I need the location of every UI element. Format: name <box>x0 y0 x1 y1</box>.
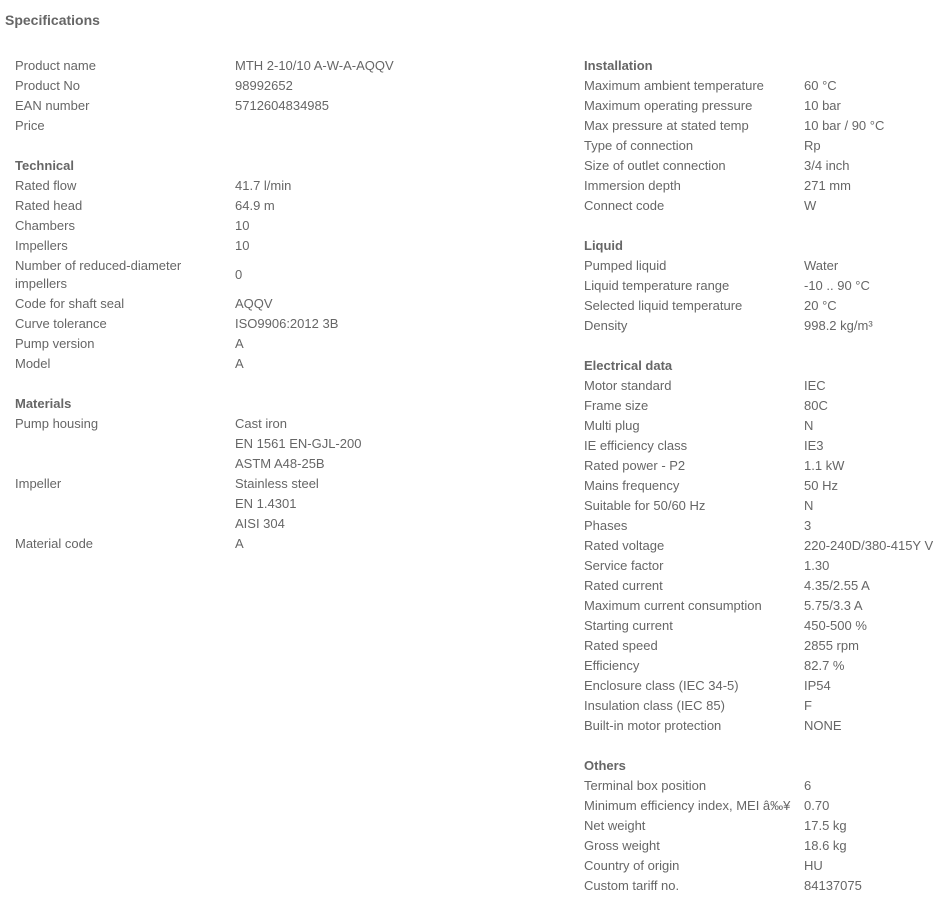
spec-label: Mains frequency <box>584 478 680 493</box>
spec-label: Pump housing <box>15 416 99 431</box>
section-title: Liquid <box>584 238 623 253</box>
spec-label: Max pressure at stated temp <box>584 118 749 133</box>
spec-row-immersion-depth <box>584 176 939 196</box>
section-others <box>584 756 939 896</box>
spec-value: 84137075 <box>804 878 862 893</box>
spec-row-net-weight <box>584 816 939 836</box>
spec-value: 10 bar <box>804 98 841 113</box>
spec-row-pumped-liquid <box>584 256 939 276</box>
spec-value-list <box>235 414 361 474</box>
spec-value: 2855 rpm <box>804 638 859 653</box>
spec-row-max-pressure-at-stated-temp <box>584 116 939 136</box>
spec-value: 6 <box>804 778 812 793</box>
spec-value: F <box>804 698 812 713</box>
spec-label: Minimum efficiency index, MEI â‰¥ <box>584 798 791 813</box>
spec-label: Net weight <box>584 818 646 833</box>
spec-value: W <box>804 198 817 213</box>
spec-label: Product No <box>15 78 81 93</box>
section-general <box>15 56 555 136</box>
spec-value: A <box>235 336 244 351</box>
spec-value: N <box>804 498 814 513</box>
spec-row-liquid-temperature-range <box>584 276 939 296</box>
spec-label: Efficiency <box>584 658 640 673</box>
spec-label: Gross weight <box>584 838 660 853</box>
section-liquid <box>584 236 939 336</box>
spec-value: Water <box>804 258 839 273</box>
spec-row-multi-plug <box>584 416 939 436</box>
spec-value: 82.7 % <box>804 658 845 673</box>
spec-row-size-of-outlet-connection <box>584 156 939 176</box>
spec-label: Material code <box>15 536 94 551</box>
spec-label: Built-in motor protection <box>584 718 722 733</box>
spec-value: Stainless steel <box>235 476 319 491</box>
spec-row-code-for-shaft-seal <box>15 294 555 314</box>
spec-value: 10 bar / 90 °C <box>804 118 885 133</box>
page-title: Specifications <box>5 12 100 28</box>
spec-value: 0.70 <box>804 798 830 813</box>
spec-value: ISO9906:2012 3B <box>235 316 339 331</box>
spec-value: NONE <box>804 718 842 733</box>
spec-label: Rated head <box>15 198 83 213</box>
spec-label: Impeller <box>15 476 62 491</box>
spec-label: Country of origin <box>584 858 680 873</box>
spec-value: 5712604834985 <box>235 98 329 113</box>
spec-label: Connect code <box>584 198 665 213</box>
spec-label: Number of reduced-diameter impellers <box>15 258 182 291</box>
spec-label: Curve tolerance <box>15 316 107 331</box>
spec-row-ie-efficiency-class <box>584 436 939 456</box>
spec-row-chambers <box>15 216 555 236</box>
spec-label: Density <box>584 318 628 333</box>
spec-label: EAN number <box>15 98 90 113</box>
spec-value: 998.2 kg/m³ <box>804 318 873 333</box>
section-title: Electrical data <box>584 358 673 373</box>
section-title: Technical <box>15 158 75 173</box>
spec-value: 4.35/2.55 A <box>804 578 870 593</box>
spec-row-enclosure-class-iec-34-5 <box>584 676 939 696</box>
spec-value: 1.30 <box>804 558 830 573</box>
spec-row-density <box>584 316 939 336</box>
section-electrical-data <box>584 356 939 736</box>
spec-value: 0 <box>235 267 243 282</box>
spec-value: 3 <box>804 518 812 533</box>
spec-label: Code for shaft seal <box>15 296 125 311</box>
spec-value: AISI 304 <box>235 516 285 531</box>
spec-label: Enclosure class (IEC 34-5) <box>584 678 739 693</box>
spec-label: Liquid temperature range <box>584 278 730 293</box>
spec-row-minimum-efficiency-index-mei <box>584 796 939 816</box>
spec-row-selected-liquid-temperature <box>584 296 939 316</box>
spec-value: EN 1561 EN-GJL-200 <box>235 436 362 451</box>
spec-row-efficiency <box>584 656 939 676</box>
spec-label: Custom tariff no. <box>584 878 680 893</box>
spec-label: Product name <box>15 58 96 73</box>
spec-value: HU <box>804 858 823 873</box>
spec-row-material-code <box>15 534 555 554</box>
spec-row-custom-tariff-no <box>584 876 939 896</box>
spec-value: IE3 <box>804 438 824 453</box>
section-technical <box>15 156 555 374</box>
spec-label: Motor standard <box>584 378 672 393</box>
spec-row-product-no <box>15 76 555 96</box>
spec-label: Frame size <box>584 398 649 413</box>
spec-row-impellers <box>15 236 555 256</box>
spec-value: 5.75/3.3 A <box>804 598 863 613</box>
spec-label: Service factor <box>584 558 664 573</box>
spec-label: Rated current <box>584 578 663 593</box>
spec-value: 17.5 kg <box>804 818 847 833</box>
spec-value: 41.7 l/min <box>235 178 292 193</box>
spec-row-maximum-operating-pressure <box>584 96 939 116</box>
spec-row-model <box>15 354 555 374</box>
spec-value: 3/4 inch <box>804 158 850 173</box>
spec-label: Rated speed <box>584 638 658 653</box>
spec-row-curve-tolerance <box>15 314 555 334</box>
spec-value: 64.9 m <box>235 198 275 213</box>
spec-label: Suitable for 50/60 Hz <box>584 498 706 513</box>
spec-row-pump-version <box>15 334 555 354</box>
spec-row-frame-size <box>584 396 939 416</box>
spec-label: Multi plug <box>584 418 640 433</box>
spec-value: AQQV <box>235 296 273 311</box>
spec-value: 60 °C <box>804 78 837 93</box>
spec-label: Chambers <box>15 218 75 233</box>
spec-value: N <box>804 418 814 433</box>
spec-value: ASTM A48-25B <box>235 456 325 471</box>
spec-label: Maximum ambient temperature <box>584 78 764 93</box>
spec-label: Price <box>15 118 45 133</box>
spec-value: Cast iron <box>235 416 288 431</box>
spec-row-number-of-reduced-diameter-impellers <box>15 256 555 294</box>
spec-label: Rated flow <box>15 178 77 193</box>
spec-value: 10 <box>235 238 250 253</box>
spec-value: 1.1 kW <box>804 458 845 473</box>
spec-value: 220-240D/380-415Y V <box>804 538 934 553</box>
spec-value: 98992652 <box>235 78 293 93</box>
spec-value: A <box>235 356 244 371</box>
spec-value: -10 .. 90 °C <box>804 278 870 293</box>
spec-row-suitable-for-50-60-hz <box>584 496 939 516</box>
spec-row-rated-current <box>584 576 939 596</box>
spec-value: MTH 2-10/10 A-W-A-AQQV <box>235 58 394 73</box>
spec-row-impeller <box>15 474 555 534</box>
spec-label: Starting current <box>584 618 673 633</box>
left-column <box>15 56 555 574</box>
spec-value: 271 mm <box>804 178 851 193</box>
spec-row-built-in-motor-protection <box>584 716 939 736</box>
spec-row-country-of-origin <box>584 856 939 876</box>
section-title: Materials <box>15 396 72 411</box>
spec-value-list <box>235 474 319 534</box>
spec-value: 18.6 kg <box>804 838 847 853</box>
spec-row-maximum-ambient-temperature <box>584 76 939 96</box>
section-materials <box>15 394 555 554</box>
spec-label: Type of connection <box>584 138 694 153</box>
spec-row-service-factor <box>584 556 939 576</box>
section-installation <box>584 56 939 216</box>
spec-row-ean-number <box>15 96 555 116</box>
spec-label: Selected liquid temperature <box>584 298 743 313</box>
spec-row-rated-voltage <box>584 536 939 556</box>
spec-value: 450-500 % <box>804 618 867 633</box>
spec-row-price <box>15 116 555 136</box>
spec-row-rated-speed <box>584 636 939 656</box>
right-column <box>584 56 939 916</box>
spec-value: EN 1.4301 <box>235 496 297 511</box>
spec-row-rated-power-p2 <box>584 456 939 476</box>
spec-row-mains-frequency <box>584 476 939 496</box>
spec-row-starting-current <box>584 616 939 636</box>
spec-label: Pumped liquid <box>584 258 667 273</box>
spec-row-gross-weight <box>584 836 939 856</box>
spec-row-type-of-connection <box>584 136 939 156</box>
spec-value: 80C <box>804 398 828 413</box>
spec-label: Immersion depth <box>584 178 681 193</box>
spec-value: IP54 <box>804 678 831 693</box>
spec-row-terminal-box-position <box>584 776 939 796</box>
spec-label: Size of outlet connection <box>584 158 726 173</box>
spec-label: Model <box>15 356 51 371</box>
spec-label: IE efficiency class <box>584 438 688 453</box>
spec-row-maximum-current-consumption <box>584 596 939 616</box>
spec-label: Rated voltage <box>584 538 665 553</box>
spec-label: Impellers <box>15 238 68 253</box>
spec-row-motor-standard <box>584 376 939 396</box>
spec-value: 50 Hz <box>804 478 838 493</box>
spec-label: Terminal box position <box>584 778 707 793</box>
spec-row-insulation-class-iec-85 <box>584 696 939 716</box>
spec-label: Maximum operating pressure <box>584 98 753 113</box>
spec-row-rated-head <box>15 196 555 216</box>
spec-value: 20 °C <box>804 298 837 313</box>
spec-value: 10 <box>235 218 250 233</box>
spec-value: Rp <box>804 138 821 153</box>
spec-label: Insulation class (IEC 85) <box>584 698 725 713</box>
spec-row-connect-code <box>584 196 939 216</box>
spec-row-product-name <box>15 56 555 76</box>
spec-value: A <box>235 536 244 551</box>
spec-label: Phases <box>584 518 628 533</box>
spec-label: Pump version <box>15 336 95 351</box>
spec-row-pump-housing <box>15 414 555 474</box>
spec-row-rated-flow <box>15 176 555 196</box>
spec-row-phases <box>584 516 939 536</box>
section-title: Others <box>584 758 626 773</box>
spec-value: IEC <box>804 378 826 393</box>
section-title: Installation <box>584 58 653 73</box>
spec-label: Maximum current consumption <box>584 598 762 613</box>
spec-label: Rated power - P2 <box>584 458 686 473</box>
